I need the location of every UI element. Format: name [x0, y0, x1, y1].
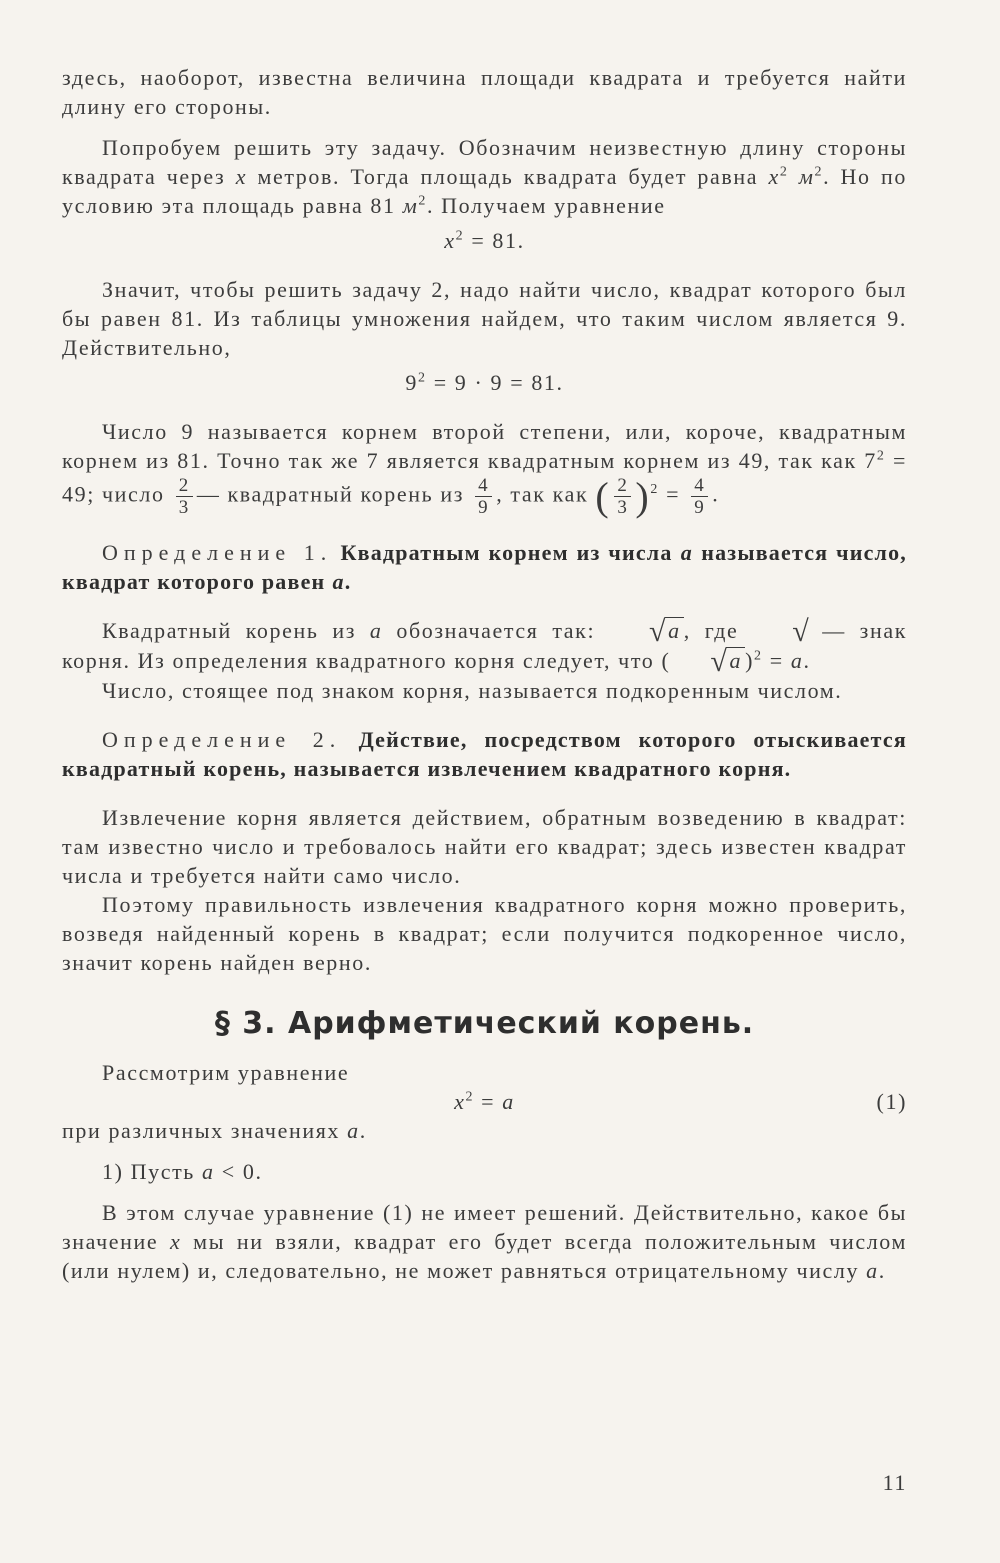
fraction-4-9: $\frac{4}{9}$ — [475, 475, 492, 518]
paragraph-inverse-operation: Извлечение корня является действием, обратным возведению в квадрат: там известно число и требовалось найти его квадрат; здесь известен квадрат числа и требуется найти само число. — [62, 805, 907, 888]
definition-1: Определение 1. Квадратным корнем из числа a называется число, квадрат которого равен a. — [62, 540, 907, 594]
equation-9-squared: $9^2 = 9 \cdot 9 = 81$. — [405, 370, 564, 395]
paragraph-consider-equation: Рассмотрим уравнение — [102, 1060, 350, 1085]
fraction-4-9-result: $\frac{4}{9}$ — [691, 475, 708, 518]
fraction-2-3: $\frac{2}{3}$ — [176, 475, 193, 518]
equation-x-squared-81: $x^2 = 81$. — [444, 228, 525, 253]
paragraph-task: Попробуем решить эту задачу. Обозначим неизвестную длину стороны квадрата через x метров. Тогда площадь квадрата будет равна $x^2$ $м^2$. Но по условию эта площадь равна 81 $м^2$. Получаем уравнение — [62, 135, 907, 218]
radical-sign-icon: √ — [792, 615, 811, 648]
paragraph-case-1: В этом случае уравнение (1) не имеет решений. Действительно, какое бы значение x мы ни взяли, квадрат его будет всегда положительным числом (или нулем) и, следовательно, не может равняться отрицательному числу a. — [62, 1200, 907, 1283]
paragraph-various-values: при различных значениях a. — [62, 1118, 367, 1143]
page-number: 11 — [882, 1470, 907, 1495]
case-1-heading: 1) Пусть a < 0. — [102, 1159, 263, 1184]
sqrt-a-squared: √a — [670, 646, 745, 676]
equation-number: (1) — [876, 1089, 907, 1114]
paragraph-intro: здесь, наоборот, известна величина площади квадрата и требуется найти длину его стороны. — [62, 65, 907, 119]
paragraph-verification: Поэтому правильность извлечения квадратного корня можно проверить, возведя найденный корень в квадрат; если получится подкоренное число, значит корень найден верно. — [62, 892, 907, 975]
definition-2: Определение 2. Действие, посредством которого отыскивается квадратный корень, называется извлечением квадратного корня. — [62, 727, 907, 781]
paragraph-radicand: Число, стоящее под знаком корня, называется подкоренным числом. — [102, 678, 843, 703]
definition-1-label: Определение 1. — [102, 540, 333, 565]
paragraph-square-root-examples: Число 9 называется корнем второй степени, или, короче, квадратным корнем из 81. Точно так же 7 является квадратным корнем из 49, так как $7^2 = 49$; число $\frac{2}{3}$ — квадратный корень из $\frac{4}{9}$ , так как ( $\frac{2}{3}$ )$^2$ = $\frac{4}{9}$ . — [62, 419, 907, 519]
definition-2-label: Определение 2. — [102, 727, 342, 752]
sqrt-a: √a — [609, 616, 684, 646]
equation-1: $x^2 = a$ (1) — [454, 1089, 907, 1114]
paragraph-solution: Значит, чтобы решить задачу 2, надо найти число, квадрат которого был бы равен 81. Из таблицы умножения найдем, что таким числом является 9. Действительно, — [62, 277, 907, 360]
paragraph-notation: Квадратный корень из a обозначается так: √a , где √ — знак корня. Из определения квадратного корня следует, что ( √a )$^2$ = a. — [62, 615, 907, 678]
fraction-2-3-paren: $\frac{2}{3}$ — [614, 475, 631, 518]
section-title: § 3. Арифметический корень. — [214, 1006, 755, 1041]
